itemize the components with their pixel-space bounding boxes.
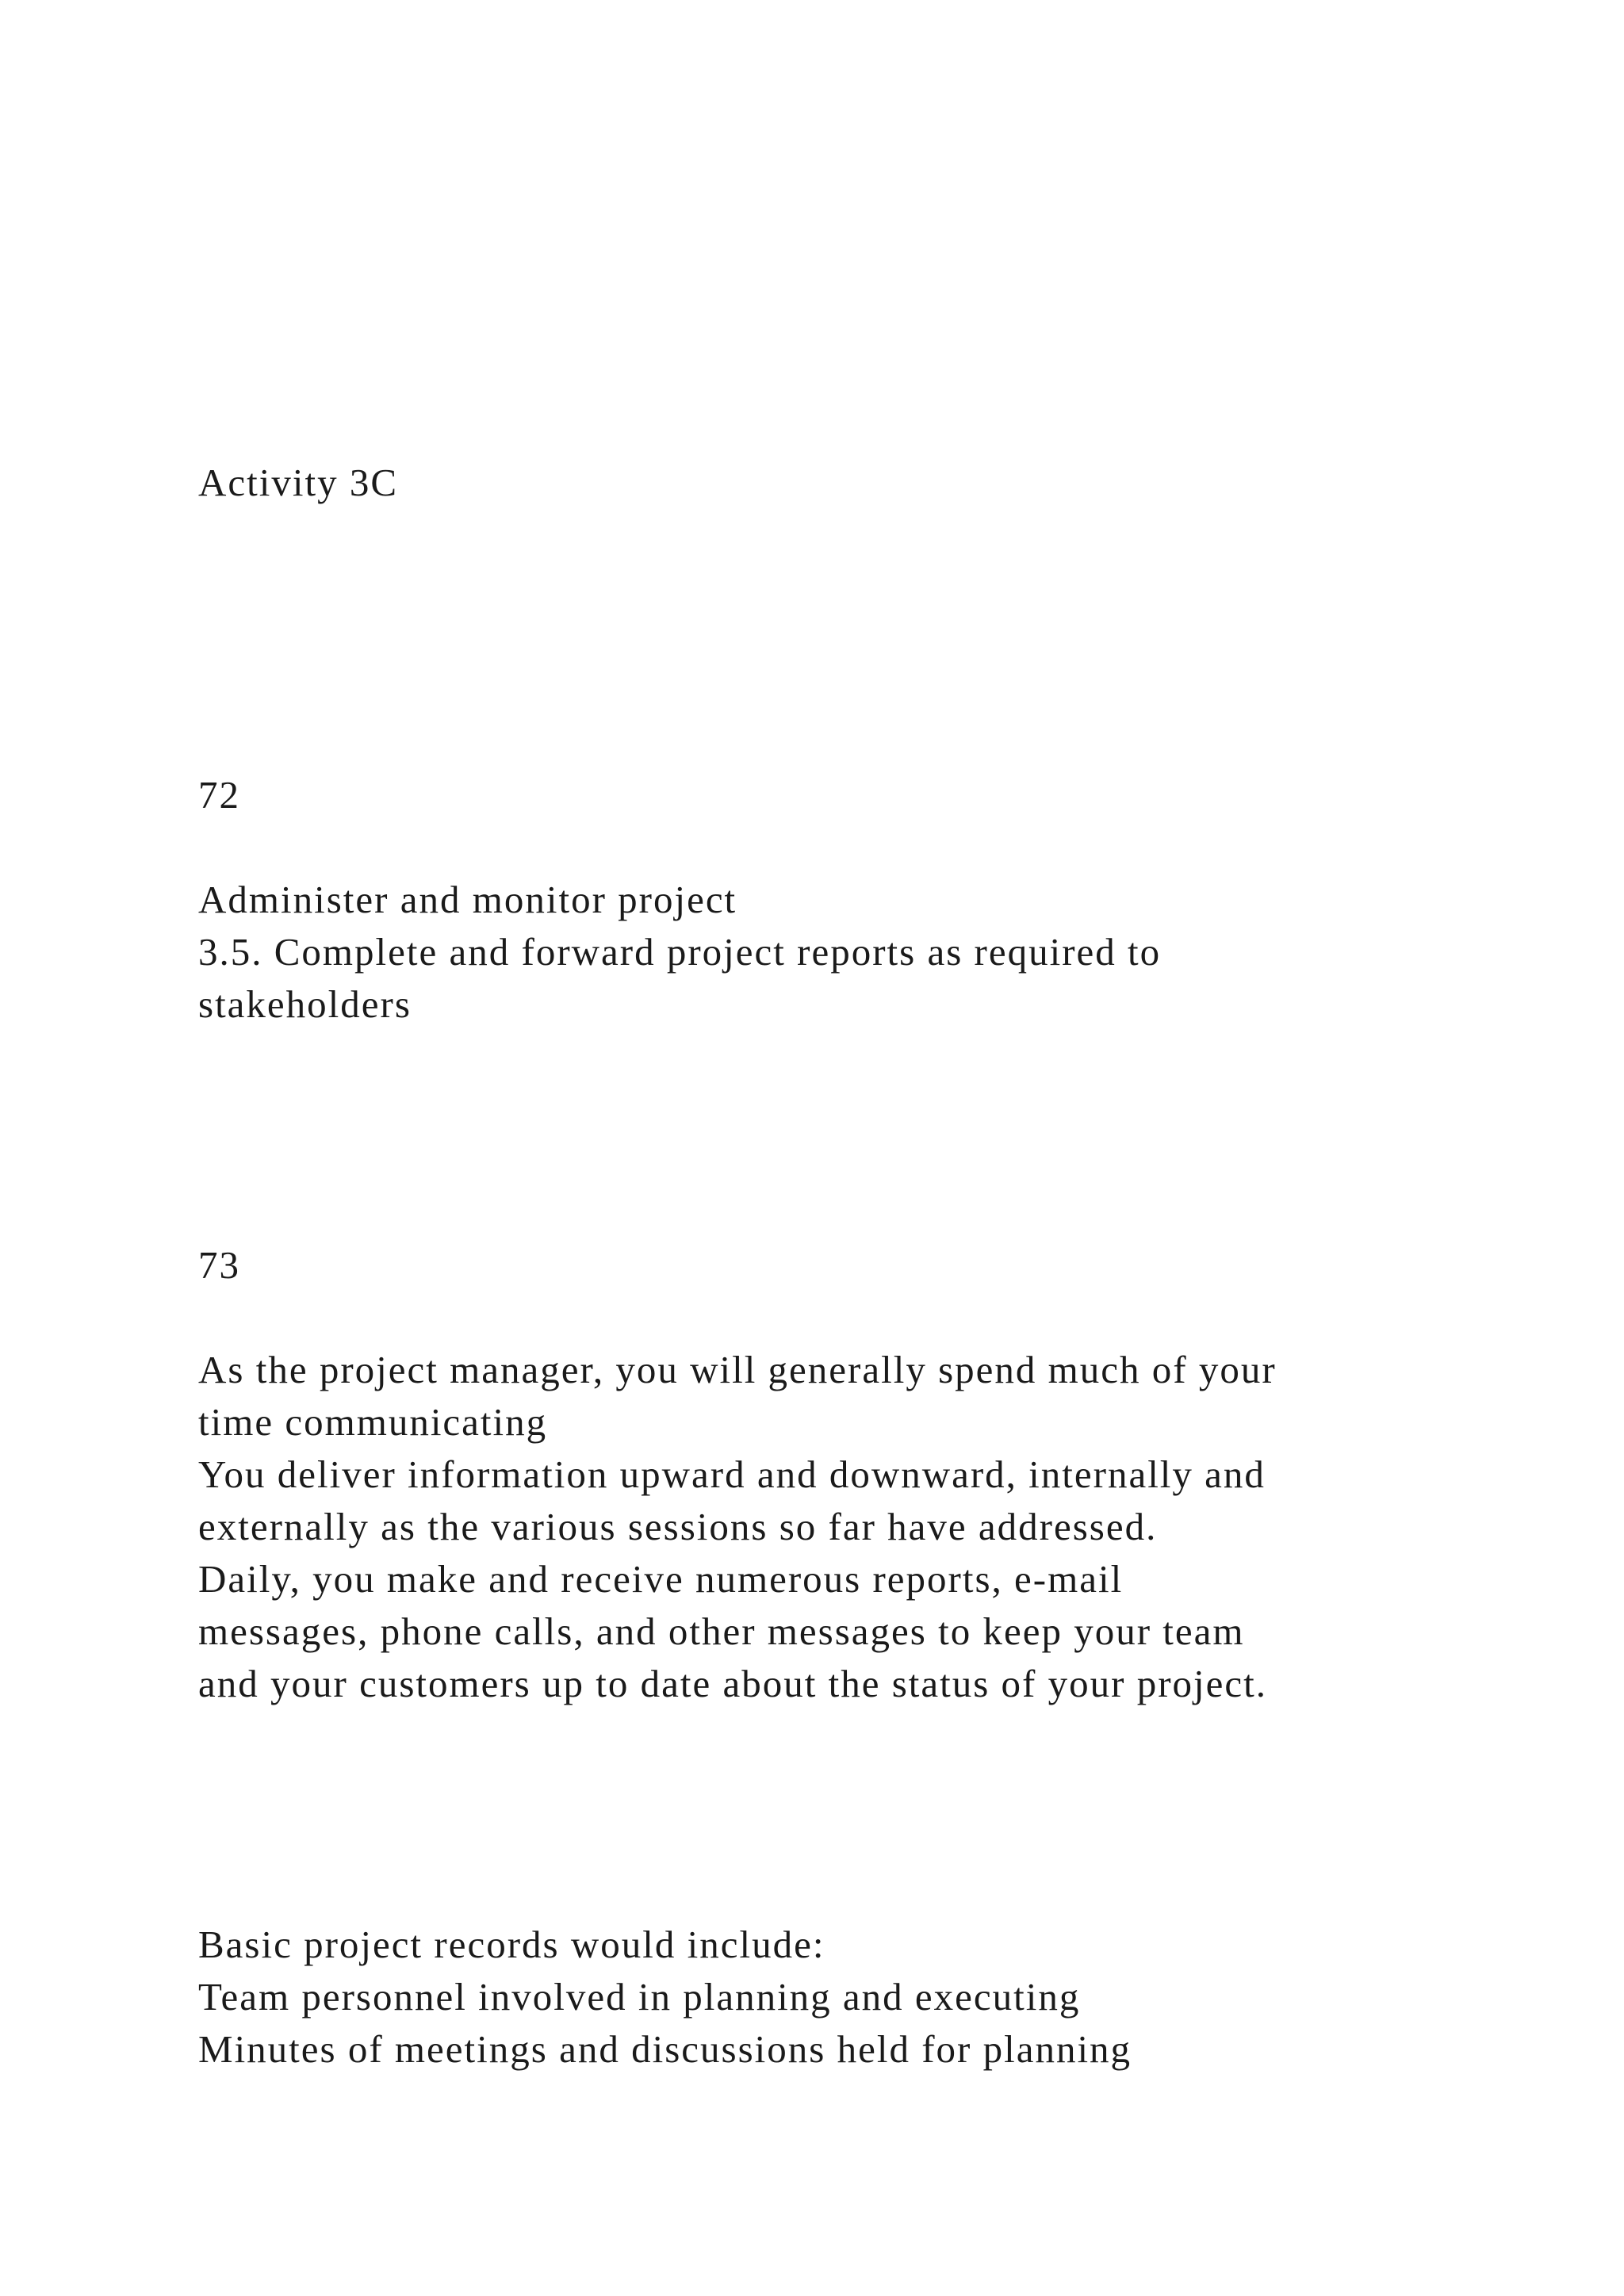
slide-72-line-2: 3.5. Complete and forward project reports as required to (198, 930, 1162, 974)
slide-73-content (198, 1344, 1467, 1710)
records-line-1: Basic project records would include: (198, 1923, 825, 1966)
slide-73-line-1: As the project manager, you will generally spend much of your (198, 1348, 1277, 1391)
slide-72-content (198, 874, 1467, 1031)
slide-number-73-text: 73 (198, 1243, 240, 1287)
activity-title (198, 457, 1467, 509)
slide-73-line-4: externally as the various sessions so far have addressed. (198, 1505, 1158, 1548)
slide-72-line-1: Administer and monitor project (198, 878, 737, 921)
records-line-2: Team personnel involved in planning and executing (198, 1975, 1081, 2019)
slide-73-line-2: time communicating (198, 1400, 548, 1444)
records-content (198, 1919, 1467, 2076)
slide-73-line-7: and your customers up to date about the status of your project. (198, 1662, 1267, 1705)
slide-number-73 (198, 1239, 1467, 1292)
slide-73-line-3: You deliver information upward and downward, internally and (198, 1452, 1266, 1496)
slide-73-line-5: Daily, you make and receive numerous reports, e-mail (198, 1557, 1124, 1601)
slide-73-line-6: messages, phone calls, and other messages to keep your team (198, 1609, 1245, 1653)
slide-number-72-text: 72 (198, 773, 240, 817)
activity-title-text: Activity 3C (198, 461, 399, 504)
records-line-3: Minutes of meetings and discussions held for planning (198, 2027, 1132, 2071)
slide-72-line-3: stakeholders (198, 982, 412, 1026)
slide-number-72 (198, 769, 1467, 821)
